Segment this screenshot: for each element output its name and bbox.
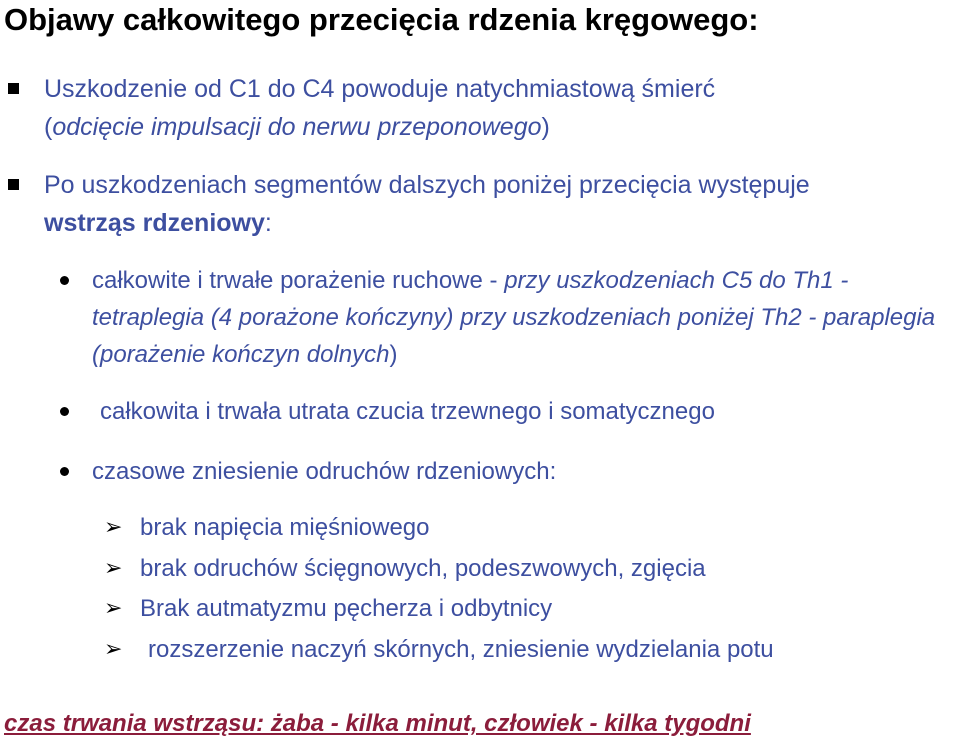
- arrow-item-3: [104, 591, 960, 627]
- round-bullet-icon: [60, 407, 69, 416]
- arrow-item-4-text: rozszerzenie naczyń skórnych, zniesienie wydzielania potu: [148, 636, 774, 663]
- arrow-bullet-icon: ➢: [104, 596, 123, 621]
- square-bullet-icon: [8, 179, 19, 190]
- slide-title: Objawy całkowitego przecięcia rdzenia kręgowego:: [4, 2, 759, 37]
- main-point-1: [44, 70, 944, 146]
- sub-point-2-text: całkowita i trwała utrata czucia trzewnego i somatycznego: [100, 398, 715, 425]
- sub-point-1-normal: całkowite i trwałe porażenie ruchowe -: [92, 267, 505, 294]
- footer-note: czas trwania wstrząsu: żaba - kilka minut, człowiek - kilka tygodni: [4, 710, 751, 737]
- arrow-bullet-icon: ➢: [104, 556, 123, 581]
- main-point-1-text: Uszkodzenie od C1 do C4 powoduje natychmiastową śmierć: [44, 75, 716, 103]
- arrow-item-1-text: brak napięcia mięśniowego: [140, 514, 430, 541]
- main-point-2: [44, 166, 944, 242]
- main-point-2-text: Po uszkodzeniach segmentów dalszych poniżej przecięcia występuje: [44, 171, 810, 199]
- main-point-1-paren-open: (: [44, 113, 53, 141]
- sub-point-1: [92, 262, 942, 373]
- main-point-2-bold: wstrząs rdzeniowy: [44, 209, 265, 237]
- arrow-item-1: [104, 510, 960, 546]
- round-bullet-icon: [60, 467, 69, 476]
- sub-point-3-text: czasowe zniesienie odruchów rdzeniowych:: [92, 458, 557, 485]
- square-bullet-icon: [8, 83, 19, 94]
- arrow-item-4: [104, 632, 960, 668]
- main-point-2-colon: :: [264, 209, 272, 237]
- arrow-bullet-icon: ➢: [104, 637, 123, 662]
- sub-point-1-close: ): [389, 341, 398, 368]
- sub-point-1-italic: przy uszkodzeniach C5 do Th1 - tetraplegia (4 porażone kończyny) przy uszkodzeniach poniżej Th2 - paraplegia (porażenie kończyn dolnych: [92, 267, 936, 368]
- arrow-item-3-text: Brak autmatyzmu pęcherza i odbytnicy: [140, 595, 553, 622]
- main-point-1-italic: odcięcie impulsacji do nerwu przeponowego: [52, 113, 542, 141]
- round-bullet-icon: [60, 276, 69, 285]
- sub-point-2: [100, 393, 950, 430]
- sub-point-3: [92, 453, 942, 490]
- arrow-item-2-text: brak odruchów ścięgnowych, podeszwowych, zgięcia: [140, 555, 706, 582]
- main-point-1-paren-close: ): [541, 113, 550, 141]
- arrow-bullet-icon: ➢: [104, 515, 123, 540]
- arrow-item-2: [104, 551, 960, 587]
